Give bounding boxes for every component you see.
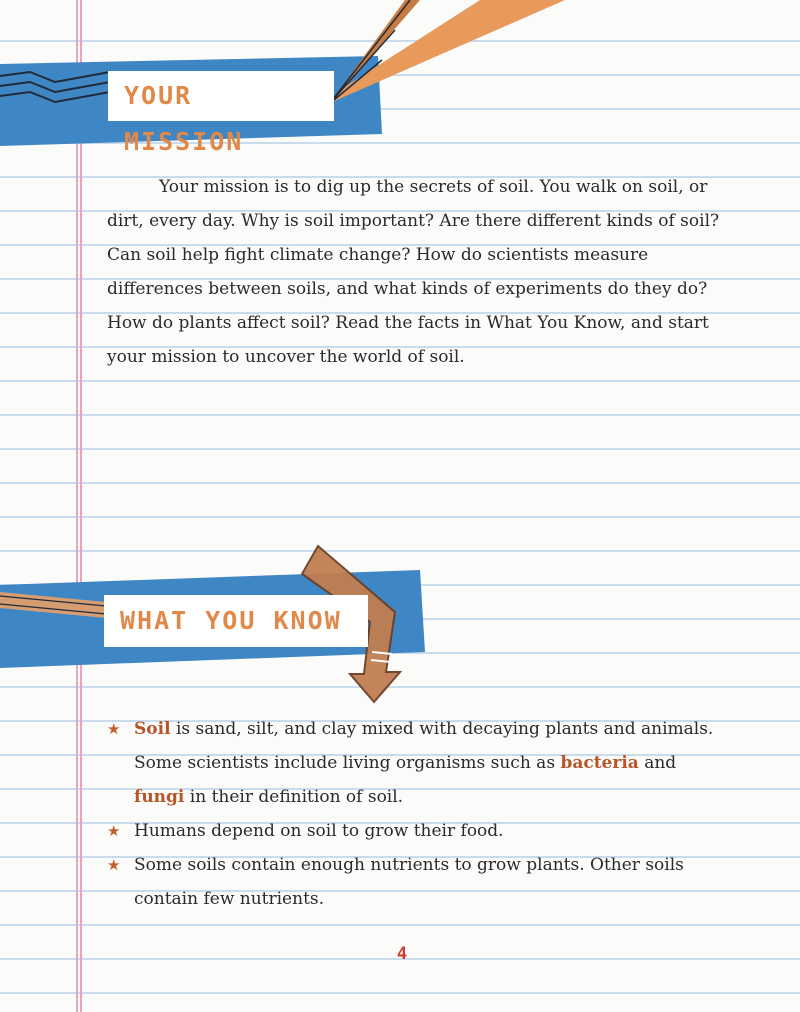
star-icon: ★ [107, 720, 121, 738]
what-you-know-heading: WHAT YOU KNOW [106, 597, 366, 645]
keyword-soil: Soil [134, 719, 171, 739]
page-number: 4 [396, 944, 408, 964]
fact-text: and [638, 753, 677, 773]
keyword-fungi: fungi [134, 787, 185, 807]
star-icon: ★ [107, 822, 121, 840]
facts-list [107, 712, 727, 916]
list-item [107, 712, 727, 814]
keyword-bacteria: bacteria [560, 753, 639, 773]
list-item [107, 814, 727, 848]
list-item [107, 848, 727, 916]
fact-text: is sand, silt, and clay mixed with decaying plants and animals. Some scientists include living organisms such as [134, 719, 714, 773]
mission-paragraph: Your mission is to dig up the secrets of soil. You walk on soil, or dirt, every day. Why is soil important? Are there different kinds of soil? Can soil help fight climate change? How do scientists measure differences between soils, and what kinds of experiments do they do? How do plants affect soil? Read the facts in What You Know, and start your mission to uncover the world of soil. [107, 177, 720, 367]
fact-text: Humans depend on soil to grow their food. [134, 821, 504, 841]
fact-text: Some soils contain enough nutrients to grow plants. Other soils contain few nutrients. [134, 855, 684, 909]
fact-text: in their definition of soil. [184, 787, 404, 807]
mission-heading: YOUR MISSION [110, 73, 332, 119]
star-icon: ★ [107, 856, 121, 874]
